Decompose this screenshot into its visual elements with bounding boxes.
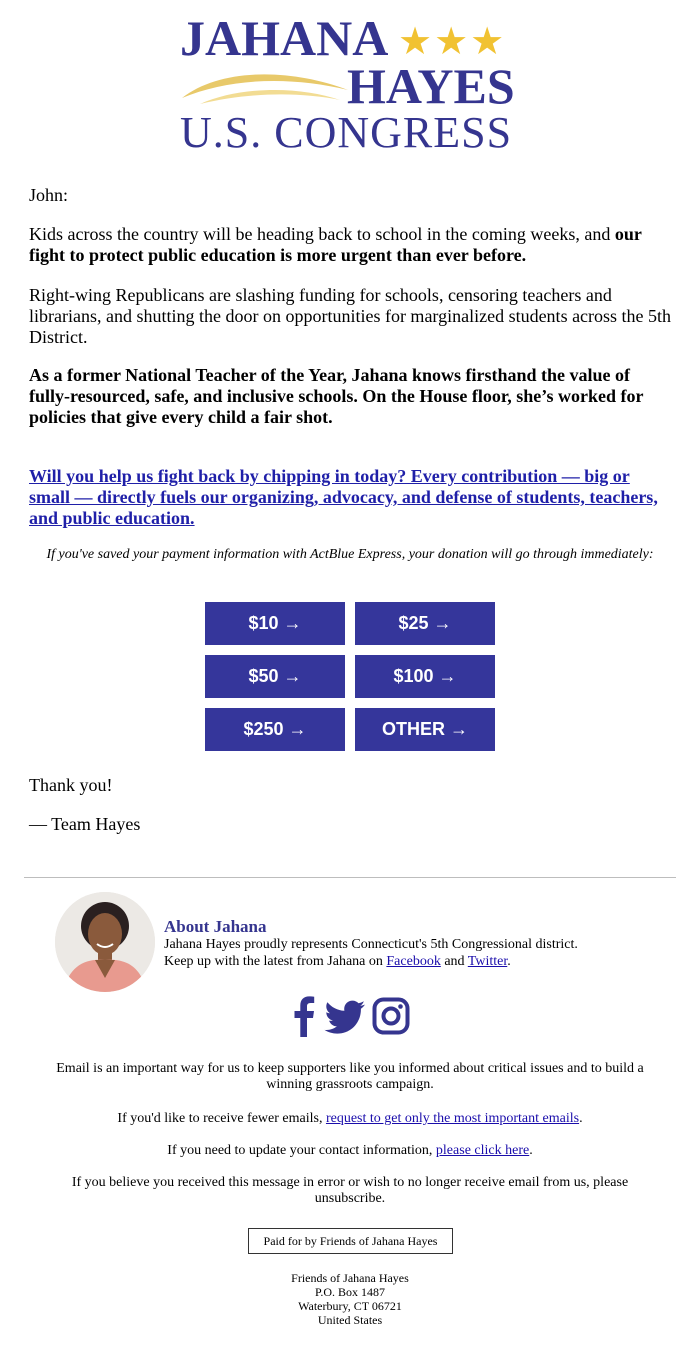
- donate-25-button[interactable]: $25 →: [355, 602, 495, 645]
- donate-250-button[interactable]: $250 →: [205, 708, 345, 751]
- about-text: [164, 936, 664, 970]
- footer-email-note: Email is an important way for us to keep supporters like you informed about critical issues and to build a winning grassroots campaign.: [56, 1061, 644, 1092]
- facebook-link[interactable]: Facebook: [386, 954, 441, 969]
- campaign-logo: [0, 10, 700, 157]
- fewer-emails-text: If you'd like to receive fewer emails,: [117, 1111, 326, 1126]
- about-title: About Jahana: [164, 917, 267, 936]
- footer-divider: [24, 877, 676, 878]
- footer-unsubscribe-note: If you believe you received this message in error or wish to no longer receive email from us, please unsubscribe.: [71, 1175, 629, 1206]
- donate-other-button[interactable]: OTHER →: [355, 708, 495, 751]
- avatar-portrait-icon: [55, 892, 155, 992]
- logo-office: U.S. CONGRESS: [180, 108, 513, 157]
- paid-for-disclaimer: Paid for by Friends of Jahana Hayes: [248, 1228, 453, 1254]
- address-line: United States: [317, 1313, 383, 1327]
- update-contact-link[interactable]: please click here: [435, 1143, 530, 1158]
- greeting: John:: [29, 185, 69, 205]
- intro-emphasis: our fight to protect public education is more urgent than ever before.: [29, 224, 642, 265]
- logo-first-name: JAHANA: [180, 10, 389, 66]
- facebook-icon[interactable]: [290, 995, 316, 1037]
- twitter-icon[interactable]: [324, 995, 366, 1037]
- logo-swoosh-icon: [180, 68, 350, 108]
- paragraph-ask: [29, 466, 674, 529]
- instagram-icon[interactable]: [372, 995, 410, 1037]
- about-line2: Keep up with the latest from Jahana on: [164, 954, 387, 969]
- footer-fewer-emails: [50, 1111, 650, 1127]
- about-period: .: [507, 954, 511, 969]
- mailing-address: [200, 1271, 500, 1327]
- about-and: and: [440, 954, 468, 969]
- twitter-link[interactable]: Twitter: [467, 954, 508, 969]
- donate-50-button[interactable]: $50 →: [205, 655, 345, 698]
- actblue-note: If you've saved your payment information with ActBlue Express, your donation will go through immediately:: [46, 547, 654, 562]
- logo-stars-icon: ★★★: [398, 21, 507, 63]
- update-contact-period: .: [529, 1143, 533, 1158]
- paragraph-intro: [29, 224, 674, 266]
- logo-last-name: HAYES: [347, 58, 515, 114]
- footer-update-contact: [50, 1143, 650, 1159]
- paragraph-republicans: Right-wing Republicans are slashing funding for schools, censoring teachers and librarians, and shutting the door on opportunities for marginalized students across the 5th District.: [29, 285, 672, 347]
- update-contact-text: If you need to update your contact information,: [167, 1143, 436, 1158]
- fewer-emails-period: .: [579, 1111, 583, 1126]
- address-line: P.O. Box 1487: [314, 1285, 385, 1299]
- donate-10-button[interactable]: $10 →: [205, 602, 345, 645]
- avatar: [55, 892, 155, 992]
- signature: — Team Hayes: [29, 814, 141, 834]
- intro-text: Kids across the country will be heading back to school in the coming weeks, and: [29, 224, 615, 244]
- paragraph-teacher-of-year: As a former National Teacher of the Year, Jahana knows firsthand the value of fully-resourced, safe, and inclusive schools. On the House floor, she’s worked for policies that give every child a fair shot.: [29, 365, 644, 427]
- thank-you-text: Thank you!: [29, 775, 113, 795]
- fewer-emails-link[interactable]: request to get only the most important emails: [325, 1111, 580, 1126]
- donate-ask-link[interactable]: Will you help us fight back by chipping in today? Every contribution — big or small — directly fuels our organizing, advocacy, and defense of students, teachers, and public education.: [29, 466, 658, 528]
- address-line: Friends of Jahana Hayes: [291, 1271, 409, 1285]
- about-line1: Jahana Hayes proudly represents Connecticut's 5th Congressional district.: [164, 937, 578, 952]
- donate-100-button[interactable]: $100 →: [355, 655, 495, 698]
- address-line: Waterbury, CT 06721: [298, 1299, 402, 1313]
